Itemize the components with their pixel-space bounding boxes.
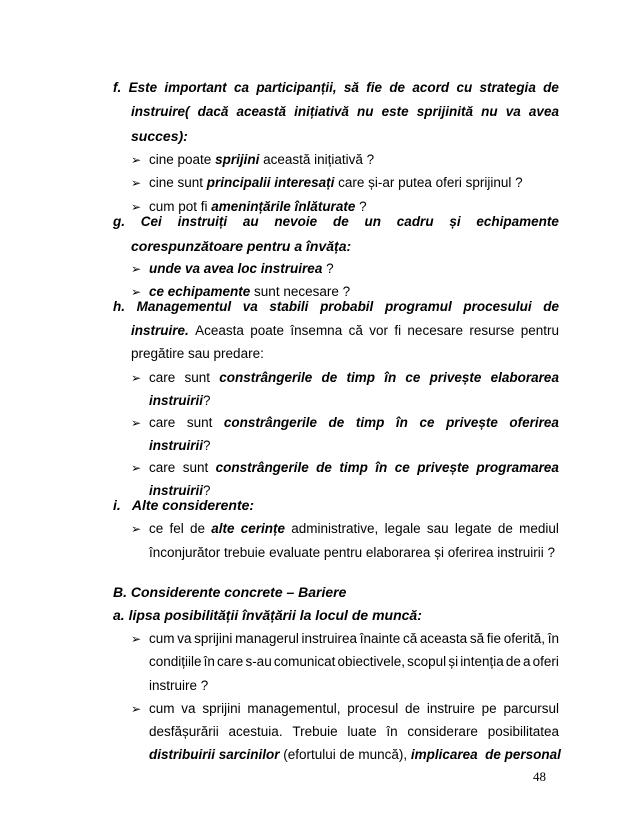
word: programul [384, 299, 452, 314]
section-h-bullet-3 [149, 459, 559, 477]
word: Cei [140, 214, 162, 229]
word: sau [426, 521, 449, 536]
word: privește [429, 370, 482, 385]
word: alte [211, 521, 235, 536]
word: să [343, 80, 359, 95]
word: necesare [407, 323, 463, 338]
word: ce [149, 521, 164, 536]
word: este [381, 104, 409, 119]
word: sprijinită [416, 104, 474, 119]
word: ca [233, 80, 249, 95]
word: de [505, 654, 521, 669]
word: cum [149, 701, 175, 716]
word: nu [357, 104, 374, 119]
word: că [348, 323, 363, 338]
section-B-bullet-1-line1 [149, 630, 559, 648]
section-g-line1 [113, 213, 559, 231]
section-B-bullet-1-marker [131, 630, 149, 648]
word: de [405, 701, 421, 716]
section-h-bullet-3-cont: instruirii? [149, 483, 211, 498]
word: legale [384, 521, 421, 536]
word: de [332, 214, 349, 229]
word: că [402, 631, 418, 646]
word: în [375, 460, 388, 475]
word: resurse [469, 323, 515, 338]
word: oferi [532, 654, 559, 669]
word: în [395, 415, 408, 430]
word: acestuia. [228, 724, 283, 739]
section-B-title: B. Considerente concrete – Bariere [113, 584, 347, 600]
section-f-line1 [113, 79, 559, 97]
word: înainte [359, 631, 401, 646]
word: managerul [235, 631, 299, 646]
word: în [547, 631, 559, 646]
section-B-bullet-1-line3: instruire ? [149, 678, 209, 693]
section-i-bullet-1-marker [131, 520, 149, 538]
word: strategia [479, 80, 536, 95]
word: instruiți [177, 214, 228, 229]
word: de [543, 80, 559, 95]
word: timp [346, 370, 375, 385]
word: nu [481, 104, 498, 119]
word: această [236, 104, 287, 119]
section-h-bullet-1 [149, 369, 559, 387]
word: timp [339, 460, 368, 475]
word: însemna [290, 323, 343, 338]
word: mediul [519, 521, 559, 536]
word: de [328, 415, 345, 430]
word: de [543, 299, 559, 314]
word: și [449, 214, 461, 229]
word: vor [369, 323, 388, 338]
word: f. [113, 80, 122, 95]
word: programarea [476, 460, 559, 475]
word: nevoie [274, 214, 318, 229]
word: instruire( [131, 104, 190, 119]
word: s-au [245, 654, 272, 669]
word: luate [347, 724, 377, 739]
word: procesului [463, 299, 532, 314]
section-f-line2 [131, 103, 559, 121]
word: obiectivele, [337, 654, 406, 669]
word: cadru [396, 214, 434, 229]
section-B-bullet-2-line2 [149, 723, 559, 741]
word: și [448, 654, 459, 669]
word: inițiativă [294, 104, 349, 119]
section-h-bullet-2 [149, 414, 559, 432]
word: Aceasta [195, 323, 244, 338]
section-i-title: i. Alte considerente: [113, 497, 255, 513]
word: elaborarea [490, 370, 559, 385]
word: sprijini [194, 631, 233, 646]
word: privește [446, 415, 498, 430]
word: probabil [320, 299, 374, 314]
arrow-bullet-icon: ➢ [131, 632, 142, 646]
word: sunt [186, 415, 213, 430]
word: intenția [460, 654, 504, 669]
word: avea [528, 104, 559, 119]
page-number: 48 [533, 769, 546, 784]
arrow-bullet-icon: ➢ [131, 371, 142, 385]
word: g. [113, 214, 125, 229]
section-f-bullet-1: ➢ cine poate sprijini această inițiativă ? [131, 152, 375, 167]
arrow-bullet-icon: ➢ [131, 522, 142, 536]
word: în [386, 724, 398, 739]
section-h-bullet-2-cont: instruirii? [149, 438, 211, 453]
word: desfășurării [149, 724, 219, 739]
word: comunicat [273, 654, 336, 669]
arrow-bullet-icon: ➢ [131, 153, 142, 167]
word: privește [417, 460, 469, 475]
word: pe [481, 701, 497, 716]
section-h-line3: pregătire sau predare: [131, 346, 264, 361]
word: care [217, 654, 244, 669]
section-i-bullet-1 [149, 520, 559, 538]
word: timp [355, 415, 385, 430]
section-h-bullet-3-marker [131, 459, 149, 477]
arrow-bullet-icon: ➢ [131, 262, 142, 276]
word: un [364, 214, 382, 229]
word: va [505, 104, 521, 119]
word: de [316, 460, 332, 475]
word: instruire [426, 701, 475, 716]
word: cerințe [240, 521, 286, 536]
word: Trebuie [292, 724, 338, 739]
word: aceasta [419, 631, 468, 646]
arrow-bullet-icon: ➢ [131, 285, 142, 299]
word: fie [486, 631, 502, 646]
word: cu [456, 80, 473, 95]
section-h-bullet-1-cont: instruirii? [149, 393, 211, 408]
word: administrative, [291, 521, 379, 536]
word: ce [394, 460, 410, 475]
word: considerare [407, 724, 478, 739]
word: sprijini [202, 701, 241, 716]
section-f-line3: succes): [131, 128, 188, 144]
word: Managementul [136, 299, 232, 314]
section-g-bullet-1: ➢ unde va avea loc instruirea ? [131, 261, 334, 276]
word: procesul [347, 701, 399, 716]
word: constrângerile [219, 370, 313, 385]
arrow-bullet-icon: ➢ [131, 461, 142, 475]
word: de [389, 80, 406, 95]
word: fel [169, 521, 184, 536]
word: de [497, 521, 513, 536]
section-f-bullet-2: ➢ cine sunt principalii interesați care și-ar putea oferi sprijinul ? [131, 175, 523, 190]
word: pentru [520, 323, 559, 338]
word: să [469, 631, 485, 646]
section-B-bullet-2-line1 [149, 700, 559, 718]
word: de [321, 370, 338, 385]
section-i-bullet-1-cont: înconjurător trebuie evaluate pentru elaborarea și oferirea instruirii ? [149, 545, 555, 560]
word: fi [394, 323, 402, 338]
section-h-line1 [113, 298, 559, 316]
section-h-line2 [131, 322, 559, 340]
section-B-a-title: a. lipsa posibilității învățării la locul de muncă: [113, 607, 422, 623]
section-B-bullet-2-line3: distribuirii sarcinilor (efortului de muncă), implicarea de personal [149, 747, 561, 762]
word: au [242, 214, 259, 229]
word: a [523, 654, 531, 669]
word: va [177, 631, 192, 646]
word: va [242, 299, 258, 314]
word: instruirea [301, 631, 358, 646]
word: Este [128, 80, 158, 95]
word: posibilitatea [487, 724, 559, 739]
section-f-bullet-3: ➢ cum pot fi amenințările înlăturate ? [131, 199, 367, 214]
word: în [384, 370, 397, 385]
word: h. [113, 299, 125, 314]
arrow-bullet-icon: ➢ [131, 702, 142, 716]
word: sunt [182, 460, 209, 475]
word: acord [412, 80, 450, 95]
word: cum [149, 631, 175, 646]
word: instruire. [131, 323, 189, 338]
word: oferită, [503, 631, 546, 646]
section-g-bullet-2: ➢ ce echipamente sunt necesare ? [131, 284, 351, 299]
word: legate [454, 521, 492, 536]
word: stabili [269, 299, 309, 314]
word: oferirea [509, 415, 559, 430]
word: constrângerile [215, 460, 309, 475]
word: echipamente [476, 214, 559, 229]
word: scopul [407, 654, 447, 669]
section-g-line2: corespunzătoare pentru a învăța: [131, 238, 352, 254]
section-B-bullet-1-line2 [149, 653, 559, 671]
word: parcursul [503, 701, 559, 716]
section-h-bullet-1-marker [131, 369, 149, 387]
word: constrângerile [223, 415, 317, 430]
word: în [203, 654, 215, 669]
word: managementul, [247, 701, 341, 716]
word: care [149, 370, 176, 385]
arrow-bullet-icon: ➢ [131, 200, 142, 214]
word: care [149, 415, 176, 430]
word: ce [419, 415, 435, 430]
word: fie [366, 80, 382, 95]
word: condițiile [149, 654, 202, 669]
word: va [181, 701, 196, 716]
section-B-bullet-2-marker [131, 700, 149, 718]
word: poate [250, 323, 285, 338]
word: sunt [184, 370, 211, 385]
word: de [190, 521, 206, 536]
arrow-bullet-icon: ➢ [131, 416, 142, 430]
word: care [149, 460, 176, 475]
section-h-bullet-2-marker [131, 414, 149, 432]
arrow-bullet-icon: ➢ [131, 176, 142, 190]
word: participanții, [256, 80, 337, 95]
word: dacă [197, 104, 229, 119]
word: ce [405, 370, 421, 385]
word: important [164, 80, 227, 95]
